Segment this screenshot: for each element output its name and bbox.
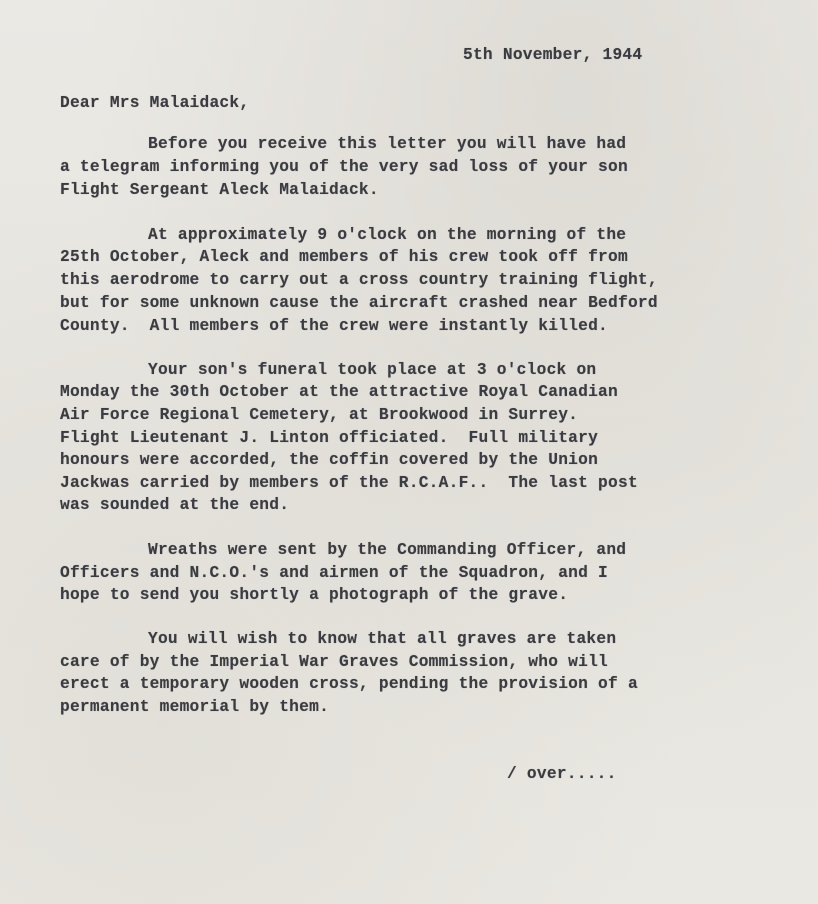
paragraph-5-line-4: permanent memorial by them. bbox=[60, 698, 330, 716]
paragraph-5-line-3: erect a temporary wooden cross, pending the provision of a bbox=[60, 675, 638, 693]
paragraph-2-line-4: but for some unknown cause the aircraft crashed near Bedford bbox=[60, 294, 658, 312]
paragraph-4-line-1: Wreaths were sent by the Commanding Officer, and bbox=[148, 541, 627, 559]
letter-date: 5th November, 1944 bbox=[463, 46, 643, 64]
paragraph-1-line-1: Before you receive this letter you will have had bbox=[148, 135, 627, 153]
paragraph-1-line-2: a telegram informing you of the very sad loss of your son bbox=[60, 158, 628, 176]
paragraph-5-line-1: You will wish to know that all graves are taken bbox=[148, 630, 617, 648]
paragraph-3-line-3: Air Force Regional Cemetery, at Brookwood in Surrey. bbox=[60, 406, 579, 424]
paragraph-5-line-2: care of by the Imperial War Graves Commission, who will bbox=[60, 653, 609, 671]
salutation: Dear Mrs Malaidack, bbox=[60, 94, 250, 112]
paragraph-3-line-4: Flight Lieutenant J. Linton officiated. Full military bbox=[60, 429, 599, 447]
paragraph-3-line-6: Jackwas carried by members of the R.C.A.F.. The last post bbox=[60, 474, 638, 492]
paragraph-3-line-2: Monday the 30th October at the attractive Royal Canadian bbox=[60, 383, 618, 401]
paragraph-4-line-2: Officers and N.C.O.'s and airmen of the Squadron, and I bbox=[60, 564, 609, 582]
continuation-note: / over..... bbox=[507, 765, 617, 783]
paragraph-3-line-5: honours were accorded, the coffin covered by the Union bbox=[60, 451, 599, 469]
paragraph-2-line-5: County. All members of the crew were instantly killed. bbox=[60, 317, 609, 335]
paragraph-2-line-3: this aerodrome to carry out a cross country training flight, bbox=[60, 271, 658, 289]
paragraph-4-line-3: hope to send you shortly a photograph of the grave. bbox=[60, 586, 569, 604]
paragraph-3-line-1: Your son's funeral took place at 3 o'clock on bbox=[148, 361, 597, 379]
paragraph-3-line-7: was sounded at the end. bbox=[60, 496, 290, 514]
paragraph-1-line-3: Flight Sergeant Aleck Malaidack. bbox=[60, 181, 379, 199]
paragraph-2-line-2: 25th October, Aleck and members of his crew took off from bbox=[60, 248, 628, 266]
paragraph-2-line-1: At approximately 9 o'clock on the morning of the bbox=[148, 226, 627, 244]
